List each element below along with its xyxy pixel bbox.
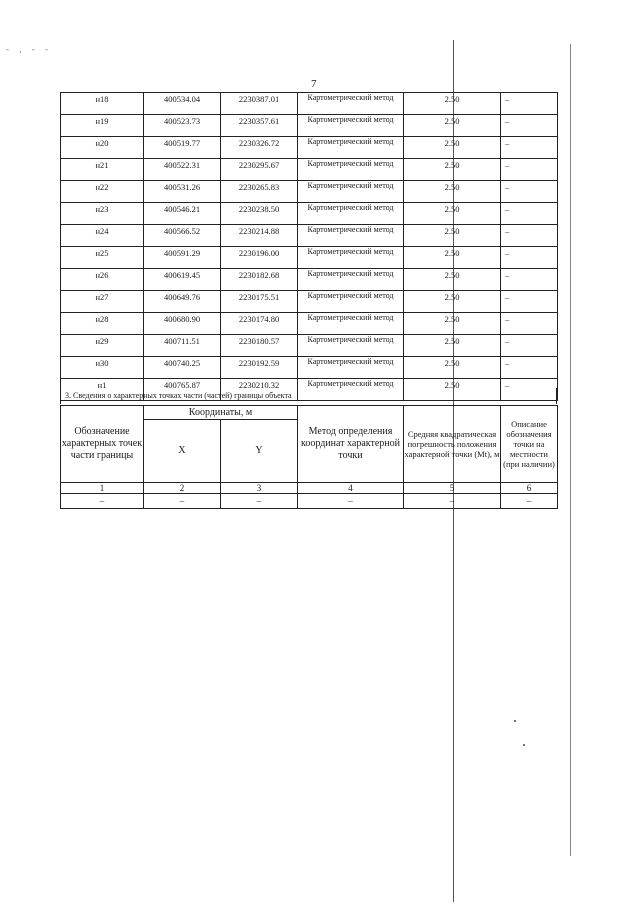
coord-y-cell: 2230182.68	[221, 269, 298, 291]
scan-speck	[514, 720, 516, 722]
parts-table	[60, 405, 558, 509]
table-row	[61, 247, 558, 269]
point-name-cell: н23	[61, 203, 144, 225]
column-numbers-row	[61, 483, 558, 494]
empty-cell: –	[221, 494, 298, 509]
method-cell: Картометрический метод	[298, 269, 404, 291]
method-cell: Картометрический метод	[298, 115, 404, 137]
point-name-cell: н29	[61, 335, 144, 357]
coord-x-cell: 400711.51	[144, 335, 221, 357]
coord-x-cell: 400522.31	[144, 159, 221, 181]
point-name-cell: н25	[61, 247, 144, 269]
coord-y-cell: 2230196.00	[221, 247, 298, 269]
point-name-cell: н27	[61, 291, 144, 313]
table-row	[61, 115, 558, 137]
coord-y-cell: 2230214.88	[221, 225, 298, 247]
method-cell: Картометрический метод	[298, 313, 404, 335]
coord-y-cell: 2230295.67	[221, 159, 298, 181]
coord-y-cell: 2230238.50	[221, 203, 298, 225]
point-name-cell: н21	[61, 159, 144, 181]
method-cell: Картометрический метод	[298, 247, 404, 269]
point-name-cell: н19	[61, 115, 144, 137]
coord-x-cell: 400591.29	[144, 247, 221, 269]
accuracy-cell: 2.50	[404, 357, 501, 379]
point-name-cell: н20	[61, 137, 144, 159]
column-number: 4	[298, 483, 404, 494]
description-cell: –	[501, 181, 558, 203]
description-cell: –	[501, 203, 558, 225]
table-row	[61, 313, 558, 335]
description-cell: –	[501, 335, 558, 357]
table-row	[61, 159, 558, 181]
accuracy-cell: 2.50	[404, 137, 501, 159]
method-cell: Картометрический метод	[298, 137, 404, 159]
header-designation: Обозначение характерных точек части границы	[61, 406, 144, 483]
points-table-body	[61, 93, 558, 401]
description-cell: –	[501, 313, 558, 335]
table-row	[61, 181, 558, 203]
page-number: 7	[311, 78, 317, 90]
header-description: Описание обозначения точки на местности (при наличии)	[501, 406, 558, 483]
table-row	[61, 357, 558, 379]
coord-y-cell: 2230326.72	[221, 137, 298, 159]
scan-specks: - , - -	[6, 44, 52, 54]
accuracy-cell: 2.50	[404, 269, 501, 291]
column-number: 2	[144, 483, 221, 494]
coord-x-cell: 400765.87	[144, 379, 221, 401]
method-cell: Картометрический метод	[298, 93, 404, 115]
coord-x-cell: 400740.25	[144, 357, 221, 379]
description-cell: –	[501, 357, 558, 379]
points-table	[60, 92, 558, 401]
coord-y-cell: 2230265.83	[221, 181, 298, 203]
coord-x-cell: 400531.26	[144, 181, 221, 203]
table-row	[61, 335, 558, 357]
coord-y-cell: 2230192.59	[221, 357, 298, 379]
description-cell: –	[501, 159, 558, 181]
accuracy-cell: 2.50	[404, 247, 501, 269]
coord-x-cell: 400534.04	[144, 93, 221, 115]
accuracy-cell: 2.50	[404, 115, 501, 137]
coord-x-cell: 400523.73	[144, 115, 221, 137]
point-name-cell: н26	[61, 269, 144, 291]
coord-y-cell: 2230387.01	[221, 93, 298, 115]
coord-x-cell: 400649.76	[144, 291, 221, 313]
point-name-cell: н18	[61, 93, 144, 115]
header-coords: Координаты, м	[144, 406, 298, 420]
accuracy-cell: 2.50	[404, 379, 501, 401]
coord-x-cell: 400519.77	[144, 137, 221, 159]
table-row	[61, 137, 558, 159]
coord-x-cell: 400546.21	[144, 203, 221, 225]
accuracy-cell: 2.50	[404, 159, 501, 181]
accuracy-cell: 2.50	[404, 181, 501, 203]
accuracy-cell: 2.50	[404, 335, 501, 357]
method-cell: Картометрический метод	[298, 357, 404, 379]
point-name-cell: н24	[61, 225, 144, 247]
column-number: 3	[221, 483, 298, 494]
description-cell: –	[501, 269, 558, 291]
point-name-cell: н22	[61, 181, 144, 203]
method-cell: Картометрический метод	[298, 225, 404, 247]
table-row	[61, 203, 558, 225]
method-cell: Картометрический метод	[298, 335, 404, 357]
coord-y-cell: 2230175.51	[221, 291, 298, 313]
description-cell: –	[501, 291, 558, 313]
description-cell: –	[501, 115, 558, 137]
coord-y-cell: 2230210.32	[221, 379, 298, 401]
header-x: X	[144, 420, 221, 483]
empty-cell: –	[501, 494, 558, 509]
empty-cell: –	[298, 494, 404, 509]
description-cell: –	[501, 93, 558, 115]
description-cell: –	[501, 247, 558, 269]
accuracy-cell: 2.50	[404, 313, 501, 335]
coord-y-cell: 2230357.61	[221, 115, 298, 137]
point-name-cell: н28	[61, 313, 144, 335]
coord-x-cell: 400619.45	[144, 269, 221, 291]
column-number: 1	[61, 483, 144, 494]
header-method: Метод определения координат характерной точки	[298, 406, 404, 483]
point-name-cell: н1	[61, 379, 144, 401]
coord-x-cell: 400680.90	[144, 313, 221, 335]
scan-speck	[523, 744, 525, 746]
empty-cell: –	[404, 494, 501, 509]
header-accuracy: Средняя квадратическая погрешность положения характерной точки (Mt), м	[404, 406, 501, 483]
coord-x-cell: 400566.52	[144, 225, 221, 247]
table-row	[61, 269, 558, 291]
column-number: 5	[404, 483, 501, 494]
accuracy-cell: 2.50	[404, 291, 501, 313]
empty-row	[61, 494, 558, 509]
coord-y-cell: 2230180.57	[221, 335, 298, 357]
method-cell: Картометрический метод	[298, 203, 404, 225]
accuracy-cell: 2.50	[404, 203, 501, 225]
scan-edge-line	[570, 44, 571, 856]
coord-y-cell: 2230174.80	[221, 313, 298, 335]
method-cell: Картометрический метод	[298, 379, 404, 401]
table-row	[61, 225, 558, 247]
empty-cell: –	[144, 494, 221, 509]
table-row	[61, 291, 558, 313]
description-cell: –	[501, 137, 558, 159]
column-number: 6	[501, 483, 558, 494]
method-cell: Картометрический метод	[298, 181, 404, 203]
description-cell: –	[501, 225, 558, 247]
method-cell: Картометрический метод	[298, 159, 404, 181]
point-name-cell: н30	[61, 357, 144, 379]
header-y: Y	[221, 420, 298, 483]
table-row	[61, 93, 558, 115]
empty-cell: –	[61, 494, 144, 509]
section-3-title: 3. Сведения о характерных точках части (частей) границы объекта	[60, 388, 557, 404]
accuracy-cell: 2.50	[404, 225, 501, 247]
accuracy-cell: 2.50	[404, 93, 501, 115]
description-cell: –	[501, 379, 558, 401]
method-cell: Картометрический метод	[298, 291, 404, 313]
